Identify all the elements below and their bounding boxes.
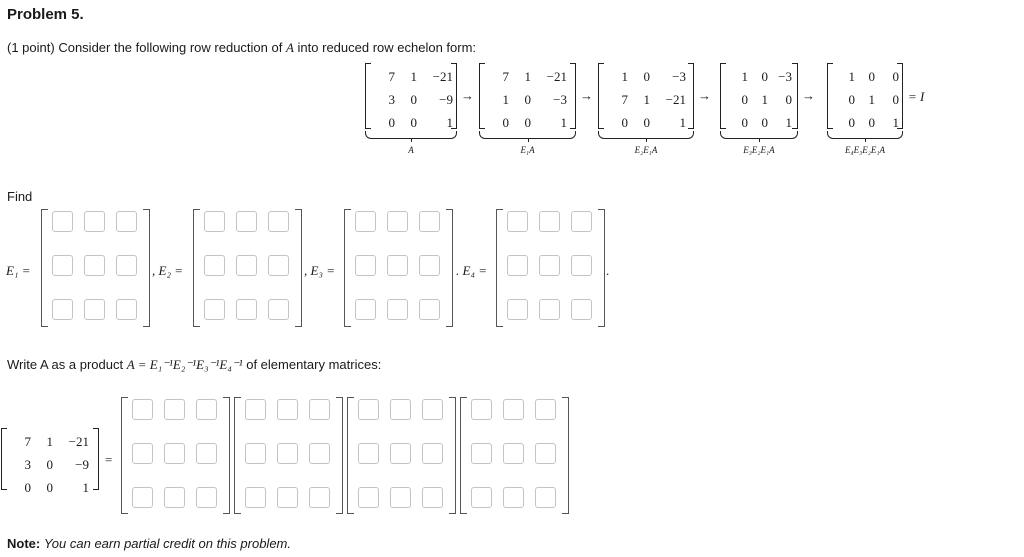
matrix-entry: 1: [761, 91, 768, 107]
arrow-icon: →: [580, 88, 593, 103]
matrix-entry: −3: [553, 91, 567, 107]
e1-entry-input[interactable]: [52, 299, 73, 320]
matrix-entry: 3: [24, 456, 31, 472]
matrix-entry: 0: [868, 114, 875, 130]
matrix-entry: 7: [621, 91, 628, 107]
e1-entry-input[interactable]: [84, 299, 105, 320]
matrix-entry: 1: [82, 479, 89, 495]
matrix-entry: 1: [868, 91, 875, 107]
underbrace: [598, 131, 694, 139]
matrix-entry: −3: [778, 68, 792, 84]
matrix-entry: 0: [761, 114, 768, 130]
matrix-entry: 7: [388, 68, 395, 84]
matrix-entry: 0: [892, 91, 899, 107]
e4-inverse-entry-input[interactable]: [503, 399, 524, 420]
underbrace-label: E₁A: [520, 145, 535, 155]
intro-text: (1 point) Consider the following row reduction of A into reduced row echelon form:: [7, 40, 477, 55]
e4-inverse-entry-input[interactable]: [535, 443, 556, 464]
matrix-entry: 0: [741, 114, 748, 130]
product-matrix-a: [1, 428, 99, 495]
e2-entry-input[interactable]: [236, 255, 257, 276]
problem-title: Problem 5.: [7, 6, 84, 23]
e2-inverse-entry-input[interactable]: [309, 443, 330, 464]
matrix-entry: 0: [46, 456, 53, 472]
e1-label: E₁ =: [6, 263, 31, 278]
underbrace: [479, 131, 576, 139]
e2-inverse-entry-input[interactable]: [245, 399, 266, 420]
e4-entry-input[interactable]: [539, 299, 560, 320]
matrix-entry: −21: [546, 68, 567, 84]
matrix-entry: 0: [621, 114, 628, 130]
matrix-entry: 0: [24, 479, 31, 495]
e2-entry-input[interactable]: [268, 299, 289, 320]
e4-inverse-entry-input[interactable]: [471, 487, 492, 508]
e3-inverse-entry-input[interactable]: [358, 443, 379, 464]
e2-inverse-entry-input[interactable]: [245, 487, 266, 508]
e1-inverse-entry-input[interactable]: [196, 487, 217, 508]
matrix-entry: 1: [46, 433, 53, 449]
e1-inverse-entry-input[interactable]: [164, 399, 185, 420]
e3-label: , E₃ =: [304, 263, 335, 278]
e3-entry-input[interactable]: [419, 299, 440, 320]
find-label: Find: [7, 189, 33, 204]
matrix-entry: 0: [410, 91, 417, 107]
e3-inverse-entry-input[interactable]: [422, 487, 443, 508]
e3-entry-input[interactable]: [419, 255, 440, 276]
reduction-matrix-2: [479, 63, 576, 129]
matrix-entry: 0: [388, 114, 395, 130]
matrix-entry: 0: [524, 91, 531, 107]
e1-entry-input[interactable]: [84, 211, 105, 232]
e4-entry-input[interactable]: [507, 211, 528, 232]
matrix-entry: 1: [410, 68, 417, 84]
e3-entry-input[interactable]: [419, 211, 440, 232]
e2-inverse-entry-input[interactable]: [277, 399, 298, 420]
matrix-entry: 1: [892, 114, 899, 130]
arrow-icon: →: [698, 88, 711, 103]
e1-inverse-entry-input[interactable]: [196, 443, 217, 464]
underbrace: [720, 131, 798, 139]
matrix-entry: −21: [432, 68, 453, 84]
matrix-entry: 7: [502, 68, 509, 84]
e3-inverse-entry-input[interactable]: [390, 399, 411, 420]
e2-label: , E₂ =: [152, 263, 183, 278]
e1-entry-input[interactable]: [116, 299, 137, 320]
matrix-entry: 0: [785, 91, 792, 107]
e4-entry-input[interactable]: [571, 255, 592, 276]
matrix-entry: 1: [848, 68, 855, 84]
e3-inverse-entry-input[interactable]: [358, 399, 379, 420]
matrix-entry: 0: [524, 114, 531, 130]
arrow-icon: →: [802, 88, 815, 103]
e3-entry-input[interactable]: [387, 255, 408, 276]
reduction-matrix-4: [720, 63, 798, 129]
e1-entry-input[interactable]: [116, 211, 137, 232]
matrix-entry: −21: [68, 433, 89, 449]
e3-inverse-entry-input[interactable]: [358, 487, 379, 508]
e2-entry-input[interactable]: [204, 299, 225, 320]
e2-inverse-entry-input[interactable]: [277, 487, 298, 508]
e4-inverse-entry-input[interactable]: [503, 443, 524, 464]
equals-identity: = I: [908, 89, 925, 104]
e4-entry-input[interactable]: [507, 299, 528, 320]
product-equals: =: [105, 452, 113, 467]
matrix-entry: 7: [24, 433, 31, 449]
e1-inverse-entry-input[interactable]: [196, 399, 217, 420]
matrix-entry: 0: [502, 114, 509, 130]
e1-entry-input[interactable]: [52, 211, 73, 232]
e2-inverse-entry-input[interactable]: [245, 443, 266, 464]
e3-inverse-entry-input[interactable]: [390, 443, 411, 464]
e3-entry-input[interactable]: [355, 299, 376, 320]
e1-inverse-entry-input[interactable]: [132, 487, 153, 508]
e3-entry-input[interactable]: [355, 255, 376, 276]
matrix-entry: 0: [643, 68, 650, 84]
underbrace-label: E₄E₃E₂E₁A: [844, 145, 885, 155]
matrix-entry: 0: [410, 114, 417, 130]
matrix-entry: 1: [502, 91, 509, 107]
e3-entry-input[interactable]: [355, 211, 376, 232]
e4-inverse-entry-input[interactable]: [503, 487, 524, 508]
e2-inverse-entry-input[interactable]: [309, 399, 330, 420]
e1-inverse-entry-input[interactable]: [164, 487, 185, 508]
reduction-matrix-3: [598, 63, 694, 129]
e4-inverse-entry-input[interactable]: [535, 399, 556, 420]
matrix-entry: −3: [672, 68, 686, 84]
matrix-entry: 1: [621, 68, 628, 84]
matrix-entry: −9: [75, 456, 89, 472]
matrix-entry: 0: [46, 479, 53, 495]
e3-entry-input[interactable]: [387, 211, 408, 232]
matrix-entry: 0: [761, 68, 768, 84]
underbrace: [365, 131, 457, 139]
e4-inverse-entry-input[interactable]: [471, 443, 492, 464]
matrix-entry: −21: [665, 91, 686, 107]
matrix-entry: 0: [868, 68, 875, 84]
e4-entry-input[interactable]: [571, 299, 592, 320]
matrix-entry: 0: [643, 114, 650, 130]
matrix-entry: 1: [679, 114, 686, 130]
e2-inverse-entry-input[interactable]: [277, 443, 298, 464]
e2-inverse-entry-input[interactable]: [309, 487, 330, 508]
reduction-matrix-5: [827, 63, 903, 129]
e4-entry-input[interactable]: [507, 255, 528, 276]
e1-inverse-entry-input[interactable]: [164, 443, 185, 464]
matrix-entry: 0: [741, 91, 748, 107]
matrix-entry: 1: [785, 114, 792, 130]
matrix-entry: 3: [388, 91, 395, 107]
e2-entry-input[interactable]: [204, 255, 225, 276]
e2-entry-input[interactable]: [268, 255, 289, 276]
e1-inverse-entry-input[interactable]: [132, 443, 153, 464]
matrix-entry: 1: [560, 114, 567, 130]
e4-entry-input[interactable]: [571, 211, 592, 232]
e2-entry-input[interactable]: [204, 211, 225, 232]
underbrace-label: E₂E₁A: [634, 145, 658, 155]
underbrace-label: A: [408, 145, 414, 155]
matrix-entry: 0: [848, 114, 855, 130]
arrow-icon: →: [461, 88, 474, 103]
e1-entry-input[interactable]: [116, 255, 137, 276]
e3-inverse-entry-input[interactable]: [422, 399, 443, 420]
e1-inverse-entry-input[interactable]: [132, 399, 153, 420]
e4-inverse-entry-input[interactable]: [471, 399, 492, 420]
e3-entry-input[interactable]: [387, 299, 408, 320]
reduction-matrix-1: [365, 63, 457, 129]
e3-inverse-entry-input[interactable]: [422, 443, 443, 464]
underbrace: [827, 131, 903, 139]
e1-entry-input[interactable]: [84, 255, 105, 276]
note: Note: You can earn partial credit on this problem.: [7, 536, 291, 551]
e2-entry-input[interactable]: [268, 211, 289, 232]
e2-entry-input[interactable]: [236, 299, 257, 320]
underbrace-label: E₃E₂E₁A: [743, 145, 775, 155]
matrix-entry: 1: [446, 114, 453, 130]
product-instruction: Write A as a product A = E₁⁻¹E₂⁻¹E₃⁻¹E₄⁻¹ of elementary matrices:: [7, 357, 382, 372]
e4-inverse-entry-input[interactable]: [535, 487, 556, 508]
matrix-entry: 1: [643, 91, 650, 107]
matrix-entry: 1: [741, 68, 748, 84]
matrix-entry: 0: [892, 68, 899, 84]
e4-entry-input[interactable]: [539, 255, 560, 276]
e3-inverse-entry-input[interactable]: [390, 487, 411, 508]
matrix-entry: 0: [848, 91, 855, 107]
find-end-period: .: [606, 263, 610, 278]
e2-entry-input[interactable]: [236, 211, 257, 232]
e4-entry-input[interactable]: [539, 211, 560, 232]
matrix-entry: 1: [524, 68, 531, 84]
matrix-entry: −9: [439, 91, 453, 107]
e1-entry-input[interactable]: [52, 255, 73, 276]
e4-label: . E₄ =: [456, 263, 487, 278]
